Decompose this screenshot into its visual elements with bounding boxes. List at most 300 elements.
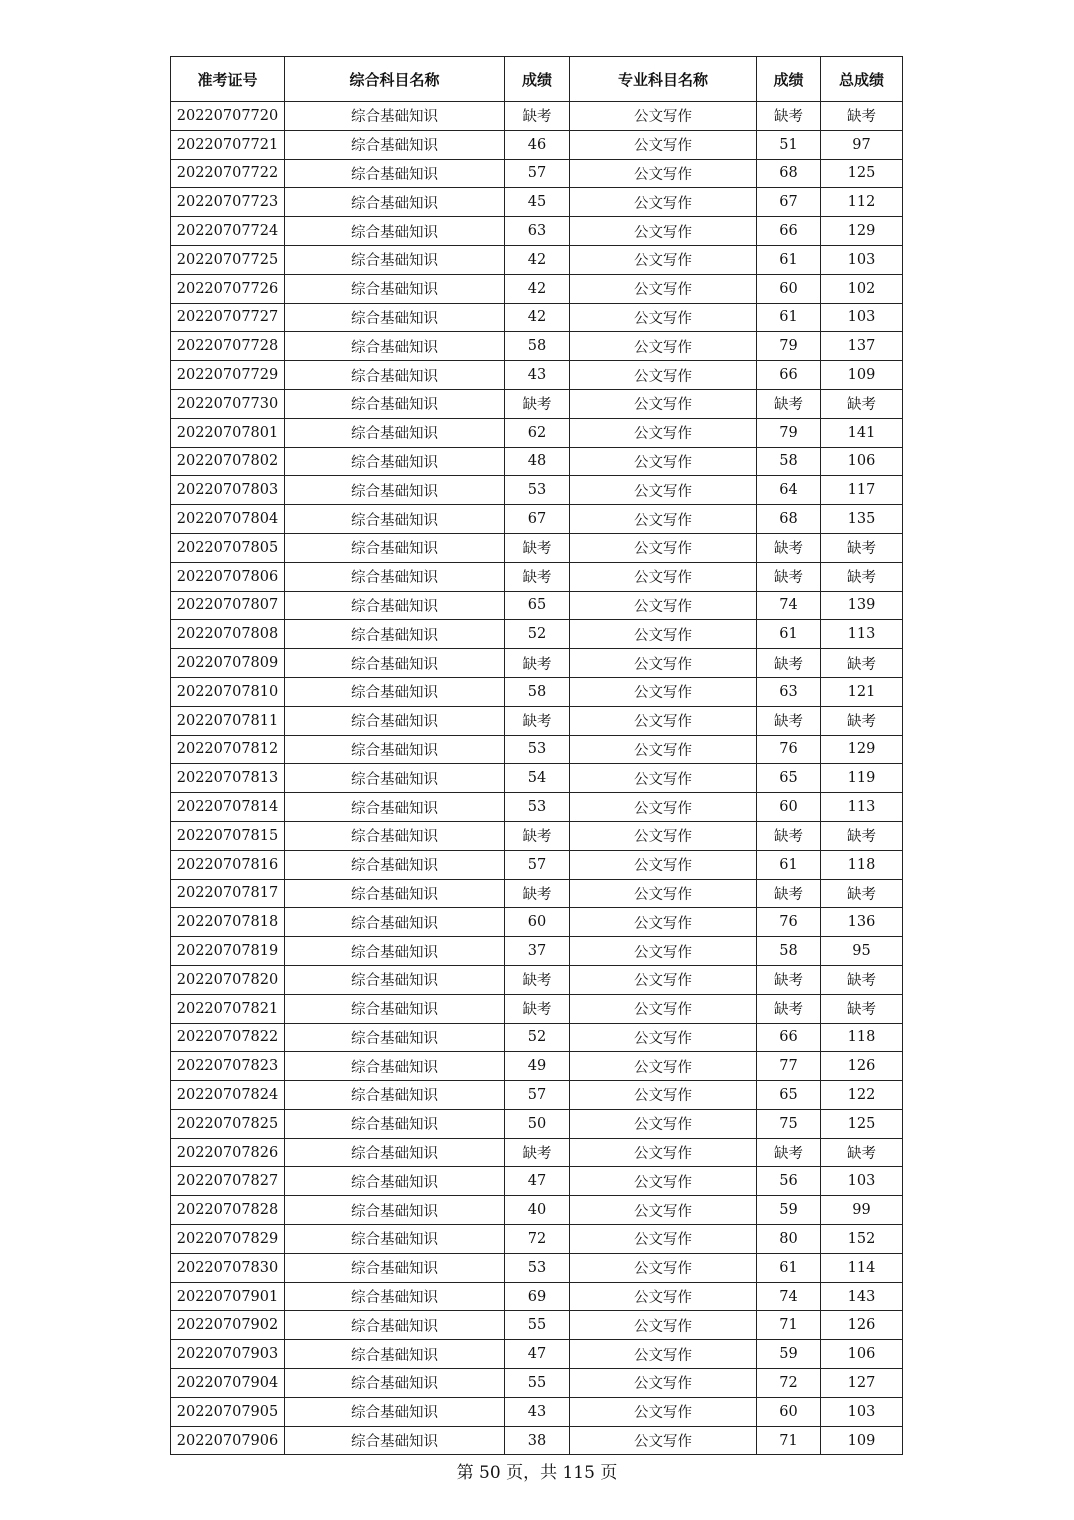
general-score-cell: 43 xyxy=(505,1397,570,1426)
table-row xyxy=(171,447,903,476)
total-score-cell: 103 xyxy=(821,1167,903,1196)
table-row xyxy=(171,1023,903,1052)
general-subject-cell: 综合基础知识 xyxy=(285,1052,505,1081)
professional-score-cell: 缺考 xyxy=(757,102,821,131)
general-subject-cell: 综合基础知识 xyxy=(285,1253,505,1282)
professional-score-cell: 51 xyxy=(757,130,821,159)
total-score-cell: 118 xyxy=(821,1023,903,1052)
total-score-cell: 缺考 xyxy=(821,533,903,562)
total-score-cell: 112 xyxy=(821,188,903,217)
table-row xyxy=(171,1138,903,1167)
exam-id-cell: 20220707720 xyxy=(171,102,285,131)
table-row xyxy=(171,130,903,159)
header-general-subject: 综合科目名称 xyxy=(285,57,505,102)
professional-subject-cell: 公文写作 xyxy=(570,418,757,447)
table-row xyxy=(171,850,903,879)
professional-subject-cell: 公文写作 xyxy=(570,303,757,332)
professional-score-cell: 72 xyxy=(757,1369,821,1398)
general-subject-cell: 综合基础知识 xyxy=(285,821,505,850)
general-subject-cell: 综合基础知识 xyxy=(285,361,505,390)
general-score-cell: 缺考 xyxy=(505,965,570,994)
exam-id-cell: 20220707803 xyxy=(171,476,285,505)
table-row xyxy=(171,159,903,188)
general-score-cell: 缺考 xyxy=(505,562,570,591)
exam-id-cell: 20220707822 xyxy=(171,1023,285,1052)
exam-id-cell: 20220707723 xyxy=(171,188,285,217)
total-score-cell: 缺考 xyxy=(821,994,903,1023)
professional-score-cell: 74 xyxy=(757,1282,821,1311)
general-subject-cell: 综合基础知识 xyxy=(285,1311,505,1340)
total-score-cell: 126 xyxy=(821,1311,903,1340)
professional-score-cell: 67 xyxy=(757,188,821,217)
general-subject-cell: 综合基础知识 xyxy=(285,965,505,994)
table-row xyxy=(171,677,903,706)
total-score-cell: 缺考 xyxy=(821,562,903,591)
general-score-cell: 58 xyxy=(505,332,570,361)
general-subject-cell: 综合基础知识 xyxy=(285,937,505,966)
general-subject-cell: 综合基础知识 xyxy=(285,1397,505,1426)
table-row xyxy=(171,1167,903,1196)
professional-subject-cell: 公文写作 xyxy=(570,102,757,131)
professional-subject-cell: 公文写作 xyxy=(570,1052,757,1081)
general-score-cell: 47 xyxy=(505,1167,570,1196)
professional-subject-cell: 公文写作 xyxy=(570,130,757,159)
table-row xyxy=(171,1282,903,1311)
general-score-cell: 缺考 xyxy=(505,389,570,418)
professional-subject-cell: 公文写作 xyxy=(570,591,757,620)
total-score-cell: 127 xyxy=(821,1369,903,1398)
table-row xyxy=(171,620,903,649)
exam-id-cell: 20220707906 xyxy=(171,1426,285,1455)
professional-score-cell: 缺考 xyxy=(757,533,821,562)
general-subject-cell: 综合基础知识 xyxy=(285,994,505,1023)
general-subject-cell: 综合基础知识 xyxy=(285,764,505,793)
general-subject-cell: 综合基础知识 xyxy=(285,706,505,735)
professional-score-cell: 60 xyxy=(757,1397,821,1426)
total-score-cell: 114 xyxy=(821,1253,903,1282)
general-subject-cell: 综合基础知识 xyxy=(285,1340,505,1369)
table-row xyxy=(171,1109,903,1138)
professional-score-cell: 71 xyxy=(757,1311,821,1340)
table-body xyxy=(171,102,903,1455)
general-subject-cell: 综合基础知识 xyxy=(285,620,505,649)
professional-score-cell: 74 xyxy=(757,591,821,620)
professional-score-cell: 58 xyxy=(757,447,821,476)
exam-id-cell: 20220707728 xyxy=(171,332,285,361)
professional-subject-cell: 公文写作 xyxy=(570,764,757,793)
table-header xyxy=(171,57,903,102)
professional-subject-cell: 公文写作 xyxy=(570,1225,757,1254)
exam-id-cell: 20220707830 xyxy=(171,1253,285,1282)
professional-score-cell: 80 xyxy=(757,1225,821,1254)
general-score-cell: 40 xyxy=(505,1196,570,1225)
professional-score-cell: 59 xyxy=(757,1196,821,1225)
table-row xyxy=(171,821,903,850)
professional-subject-cell: 公文写作 xyxy=(570,1109,757,1138)
exam-id-cell: 20220707815 xyxy=(171,821,285,850)
professional-score-cell: 60 xyxy=(757,274,821,303)
professional-subject-cell: 公文写作 xyxy=(570,965,757,994)
professional-subject-cell: 公文写作 xyxy=(570,505,757,534)
exam-id-cell: 20220707724 xyxy=(171,217,285,246)
general-subject-cell: 综合基础知识 xyxy=(285,879,505,908)
professional-score-cell: 65 xyxy=(757,1081,821,1110)
table-row xyxy=(171,418,903,447)
general-score-cell: 37 xyxy=(505,937,570,966)
total-score-cell: 139 xyxy=(821,591,903,620)
professional-score-cell: 63 xyxy=(757,677,821,706)
table-row xyxy=(171,245,903,274)
general-score-cell: 缺考 xyxy=(505,1138,570,1167)
professional-score-cell: 58 xyxy=(757,937,821,966)
table-row xyxy=(171,965,903,994)
professional-subject-cell: 公文写作 xyxy=(570,1282,757,1311)
exam-id-cell: 20220707825 xyxy=(171,1109,285,1138)
general-subject-cell: 综合基础知识 xyxy=(285,447,505,476)
general-score-cell: 72 xyxy=(505,1225,570,1254)
table-row xyxy=(171,793,903,822)
professional-subject-cell: 公文写作 xyxy=(570,188,757,217)
general-subject-cell: 综合基础知识 xyxy=(285,1138,505,1167)
professional-score-cell: 61 xyxy=(757,620,821,649)
general-score-cell: 53 xyxy=(505,476,570,505)
exam-id-cell: 20220707727 xyxy=(171,303,285,332)
total-score-cell: 117 xyxy=(821,476,903,505)
professional-subject-cell: 公文写作 xyxy=(570,620,757,649)
general-score-cell: 52 xyxy=(505,620,570,649)
professional-subject-cell: 公文写作 xyxy=(570,447,757,476)
total-score-cell: 95 xyxy=(821,937,903,966)
general-score-cell: 缺考 xyxy=(505,879,570,908)
general-subject-cell: 综合基础知识 xyxy=(285,1426,505,1455)
professional-score-cell: 76 xyxy=(757,735,821,764)
total-score-cell: 103 xyxy=(821,303,903,332)
exam-id-cell: 20220707902 xyxy=(171,1311,285,1340)
professional-subject-cell: 公文写作 xyxy=(570,389,757,418)
page-footer: 第 50 页，共 115 页 xyxy=(456,1463,618,1483)
general-subject-cell: 综合基础知识 xyxy=(285,1167,505,1196)
exam-id-cell: 20220707904 xyxy=(171,1369,285,1398)
general-score-cell: 55 xyxy=(505,1369,570,1398)
general-subject-cell: 综合基础知识 xyxy=(285,735,505,764)
header-row xyxy=(171,57,903,102)
table-row xyxy=(171,908,903,937)
professional-score-cell: 71 xyxy=(757,1426,821,1455)
total-score-cell: 103 xyxy=(821,245,903,274)
total-score-cell: 126 xyxy=(821,1052,903,1081)
professional-subject-cell: 公文写作 xyxy=(570,1023,757,1052)
general-subject-cell: 综合基础知识 xyxy=(285,793,505,822)
exam-id-cell: 20220707826 xyxy=(171,1138,285,1167)
total-score-cell: 125 xyxy=(821,1109,903,1138)
general-score-cell: 47 xyxy=(505,1340,570,1369)
professional-score-cell: 缺考 xyxy=(757,389,821,418)
total-score-cell: 118 xyxy=(821,850,903,879)
professional-score-cell: 77 xyxy=(757,1052,821,1081)
professional-subject-cell: 公文写作 xyxy=(570,1138,757,1167)
professional-score-cell: 66 xyxy=(757,217,821,246)
total-score-cell: 缺考 xyxy=(821,649,903,678)
general-score-cell: 45 xyxy=(505,188,570,217)
general-subject-cell: 综合基础知识 xyxy=(285,1225,505,1254)
professional-score-cell: 缺考 xyxy=(757,649,821,678)
professional-score-cell: 61 xyxy=(757,1253,821,1282)
general-subject-cell: 综合基础知识 xyxy=(285,1109,505,1138)
exam-id-cell: 20220707817 xyxy=(171,879,285,908)
general-subject-cell: 综合基础知识 xyxy=(285,562,505,591)
professional-score-cell: 79 xyxy=(757,418,821,447)
exam-id-cell: 20220707805 xyxy=(171,533,285,562)
professional-subject-cell: 公文写作 xyxy=(570,1369,757,1398)
professional-subject-cell: 公文写作 xyxy=(570,274,757,303)
total-score-cell: 113 xyxy=(821,620,903,649)
general-score-cell: 50 xyxy=(505,1109,570,1138)
general-subject-cell: 综合基础知识 xyxy=(285,130,505,159)
general-score-cell: 缺考 xyxy=(505,649,570,678)
total-score-cell: 136 xyxy=(821,908,903,937)
professional-subject-cell: 公文写作 xyxy=(570,1426,757,1455)
general-subject-cell: 综合基础知识 xyxy=(285,850,505,879)
exam-id-cell: 20220707828 xyxy=(171,1196,285,1225)
general-score-cell: 69 xyxy=(505,1282,570,1311)
professional-score-cell: 59 xyxy=(757,1340,821,1369)
professional-subject-cell: 公文写作 xyxy=(570,908,757,937)
general-score-cell: 53 xyxy=(505,1253,570,1282)
general-score-cell: 42 xyxy=(505,303,570,332)
professional-subject-cell: 公文写作 xyxy=(570,735,757,764)
table-row xyxy=(171,188,903,217)
table-row xyxy=(171,764,903,793)
exam-id-cell: 20220707814 xyxy=(171,793,285,822)
table-row xyxy=(171,274,903,303)
general-score-cell: 46 xyxy=(505,130,570,159)
professional-score-cell: 61 xyxy=(757,850,821,879)
professional-subject-cell: 公文写作 xyxy=(570,332,757,361)
header-professional-score: 成绩 xyxy=(757,57,821,102)
exam-id-cell: 20220707905 xyxy=(171,1397,285,1426)
total-score-cell: 125 xyxy=(821,159,903,188)
general-subject-cell: 综合基础知识 xyxy=(285,1196,505,1225)
exam-id-cell: 20220707827 xyxy=(171,1167,285,1196)
general-score-cell: 55 xyxy=(505,1311,570,1340)
professional-subject-cell: 公文写作 xyxy=(570,476,757,505)
total-score-cell: 137 xyxy=(821,332,903,361)
exam-id-cell: 20220707722 xyxy=(171,159,285,188)
exam-id-cell: 20220707824 xyxy=(171,1081,285,1110)
professional-score-cell: 61 xyxy=(757,245,821,274)
table-row xyxy=(171,1340,903,1369)
professional-subject-cell: 公文写作 xyxy=(570,533,757,562)
professional-score-cell: 缺考 xyxy=(757,821,821,850)
general-score-cell: 57 xyxy=(505,159,570,188)
exam-id-cell: 20220707810 xyxy=(171,677,285,706)
professional-score-cell: 79 xyxy=(757,332,821,361)
professional-subject-cell: 公文写作 xyxy=(570,361,757,390)
professional-score-cell: 56 xyxy=(757,1167,821,1196)
total-score-cell: 缺考 xyxy=(821,1138,903,1167)
general-subject-cell: 综合基础知识 xyxy=(285,677,505,706)
general-score-cell: 49 xyxy=(505,1052,570,1081)
total-score-cell: 152 xyxy=(821,1225,903,1254)
general-subject-cell: 综合基础知识 xyxy=(285,418,505,447)
table-row xyxy=(171,1426,903,1455)
general-score-cell: 42 xyxy=(505,245,570,274)
professional-score-cell: 缺考 xyxy=(757,879,821,908)
exam-id-cell: 20220707729 xyxy=(171,361,285,390)
professional-subject-cell: 公文写作 xyxy=(570,850,757,879)
exam-id-cell: 20220707807 xyxy=(171,591,285,620)
professional-subject-cell: 公文写作 xyxy=(570,562,757,591)
total-score-cell: 119 xyxy=(821,764,903,793)
professional-subject-cell: 公文写作 xyxy=(570,159,757,188)
exam-id-cell: 20220707801 xyxy=(171,418,285,447)
total-score-cell: 121 xyxy=(821,677,903,706)
total-score-cell: 113 xyxy=(821,793,903,822)
general-score-cell: 67 xyxy=(505,505,570,534)
table-row xyxy=(171,476,903,505)
general-score-cell: 60 xyxy=(505,908,570,937)
table-row xyxy=(171,389,903,418)
total-score-cell: 106 xyxy=(821,447,903,476)
general-score-cell: 53 xyxy=(505,793,570,822)
header-exam-id: 准考证号 xyxy=(171,57,285,102)
exam-id-cell: 20220707819 xyxy=(171,937,285,966)
table-row xyxy=(171,217,903,246)
professional-subject-cell: 公文写作 xyxy=(570,1311,757,1340)
general-subject-cell: 综合基础知识 xyxy=(285,389,505,418)
exam-id-cell: 20220707806 xyxy=(171,562,285,591)
general-score-cell: 缺考 xyxy=(505,102,570,131)
general-score-cell: 48 xyxy=(505,447,570,476)
general-score-cell: 38 xyxy=(505,1426,570,1455)
general-score-cell: 43 xyxy=(505,361,570,390)
exam-id-cell: 20220707809 xyxy=(171,649,285,678)
table-row xyxy=(171,1253,903,1282)
table-row xyxy=(171,591,903,620)
total-score-cell: 129 xyxy=(821,217,903,246)
professional-subject-cell: 公文写作 xyxy=(570,821,757,850)
exam-id-cell: 20220707804 xyxy=(171,505,285,534)
general-subject-cell: 综合基础知识 xyxy=(285,245,505,274)
professional-subject-cell: 公文写作 xyxy=(570,937,757,966)
general-subject-cell: 综合基础知识 xyxy=(285,274,505,303)
table-row xyxy=(171,937,903,966)
table-row xyxy=(171,1052,903,1081)
professional-subject-cell: 公文写作 xyxy=(570,1397,757,1426)
general-subject-cell: 综合基础知识 xyxy=(285,303,505,332)
total-score-cell: 109 xyxy=(821,361,903,390)
exam-id-cell: 20220707818 xyxy=(171,908,285,937)
exam-id-cell: 20220707816 xyxy=(171,850,285,879)
total-score-cell: 缺考 xyxy=(821,102,903,131)
professional-subject-cell: 公文写作 xyxy=(570,1167,757,1196)
table-row xyxy=(171,102,903,131)
exam-id-cell: 20220707812 xyxy=(171,735,285,764)
exam-id-cell: 20220707721 xyxy=(171,130,285,159)
exam-id-cell: 20220707725 xyxy=(171,245,285,274)
professional-score-cell: 61 xyxy=(757,303,821,332)
exam-id-cell: 20220707802 xyxy=(171,447,285,476)
total-score-cell: 135 xyxy=(821,505,903,534)
total-score-cell: 缺考 xyxy=(821,389,903,418)
professional-score-cell: 66 xyxy=(757,361,821,390)
general-score-cell: 42 xyxy=(505,274,570,303)
general-score-cell: 缺考 xyxy=(505,706,570,735)
general-score-cell: 53 xyxy=(505,735,570,764)
general-subject-cell: 综合基础知识 xyxy=(285,476,505,505)
general-score-cell: 缺考 xyxy=(505,821,570,850)
general-score-cell: 54 xyxy=(505,764,570,793)
professional-subject-cell: 公文写作 xyxy=(570,706,757,735)
table-row xyxy=(171,533,903,562)
table-row xyxy=(171,706,903,735)
exam-id-cell: 20220707730 xyxy=(171,389,285,418)
professional-score-cell: 缺考 xyxy=(757,562,821,591)
general-score-cell: 58 xyxy=(505,677,570,706)
general-subject-cell: 综合基础知识 xyxy=(285,102,505,131)
professional-subject-cell: 公文写作 xyxy=(570,1340,757,1369)
table-row xyxy=(171,1081,903,1110)
professional-score-cell: 缺考 xyxy=(757,994,821,1023)
professional-subject-cell: 公文写作 xyxy=(570,879,757,908)
table-row xyxy=(171,361,903,390)
general-subject-cell: 综合基础知识 xyxy=(285,217,505,246)
general-score-cell: 缺考 xyxy=(505,533,570,562)
general-score-cell: 63 xyxy=(505,217,570,246)
exam-id-cell: 20220707903 xyxy=(171,1340,285,1369)
table-row xyxy=(171,1369,903,1398)
general-subject-cell: 综合基础知识 xyxy=(285,159,505,188)
professional-subject-cell: 公文写作 xyxy=(570,1196,757,1225)
general-subject-cell: 综合基础知识 xyxy=(285,1282,505,1311)
table-row xyxy=(171,505,903,534)
total-score-cell: 103 xyxy=(821,1397,903,1426)
score-table xyxy=(170,56,903,1455)
professional-subject-cell: 公文写作 xyxy=(570,677,757,706)
total-score-cell: 缺考 xyxy=(821,965,903,994)
exam-id-cell: 20220707901 xyxy=(171,1282,285,1311)
total-score-cell: 102 xyxy=(821,274,903,303)
professional-score-cell: 66 xyxy=(757,1023,821,1052)
exam-id-cell: 20220707829 xyxy=(171,1225,285,1254)
professional-subject-cell: 公文写作 xyxy=(570,1253,757,1282)
professional-score-cell: 64 xyxy=(757,476,821,505)
exam-id-cell: 20220707823 xyxy=(171,1052,285,1081)
total-score-cell: 106 xyxy=(821,1340,903,1369)
table-row xyxy=(171,303,903,332)
table-row xyxy=(171,994,903,1023)
general-score-cell: 57 xyxy=(505,850,570,879)
general-score-cell: 52 xyxy=(505,1023,570,1052)
exam-id-cell: 20220707726 xyxy=(171,274,285,303)
professional-score-cell: 缺考 xyxy=(757,706,821,735)
professional-subject-cell: 公文写作 xyxy=(570,1081,757,1110)
table-row xyxy=(171,562,903,591)
total-score-cell: 97 xyxy=(821,130,903,159)
table-row xyxy=(171,1311,903,1340)
professional-score-cell: 65 xyxy=(757,764,821,793)
table-row xyxy=(171,735,903,764)
general-subject-cell: 综合基础知识 xyxy=(285,908,505,937)
header-professional-subject: 专业科目名称 xyxy=(570,57,757,102)
table-row xyxy=(171,879,903,908)
exam-id-cell: 20220707813 xyxy=(171,764,285,793)
total-score-cell: 129 xyxy=(821,735,903,764)
general-subject-cell: 综合基础知识 xyxy=(285,188,505,217)
professional-score-cell: 68 xyxy=(757,159,821,188)
header-total-score: 总成绩 xyxy=(821,57,903,102)
general-subject-cell: 综合基础知识 xyxy=(285,505,505,534)
